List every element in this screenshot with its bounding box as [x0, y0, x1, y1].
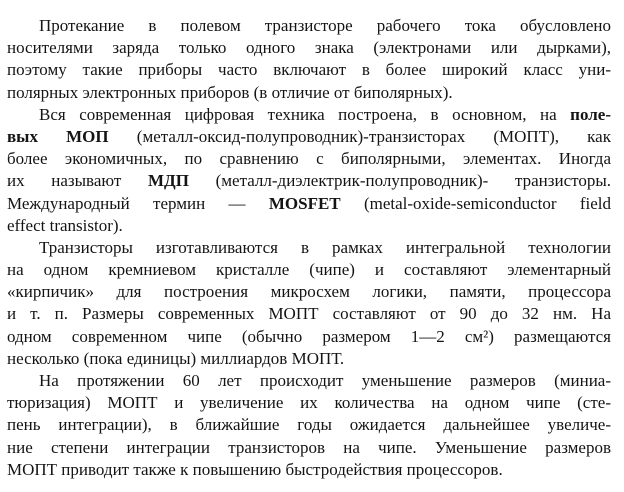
text-line [7, 303, 611, 325]
text-run: effect transistor). [7, 215, 123, 235]
paragraph [7, 104, 611, 237]
text-line [7, 59, 611, 81]
text-run: их называют [7, 171, 148, 191]
text-line [7, 82, 611, 104]
text-run: «кирпичик» для построения микросхем логики, памяти, процессора [7, 282, 611, 302]
text-run: (metal-oxide-semiconductor field [340, 193, 611, 213]
document-text [7, 15, 611, 481]
text-run: Международный термин — [7, 193, 269, 213]
text-run: на одном кремниевом кристалле (чипе) и составляют элементарный [7, 260, 611, 280]
text-line [7, 170, 611, 192]
text-run: Транзисторы изготавливаются в рамках интегральной технологии [39, 237, 611, 257]
text-run: и т. п. Размеры современных МОПТ составляют от 90 до 32 нм. На [7, 304, 611, 324]
bold-term: поле- [570, 104, 611, 124]
text-line [7, 237, 611, 259]
text-line [7, 459, 611, 481]
bold-term: МДП [147, 171, 189, 191]
text-run: (металл-диэлектрик-полупроводник)- транзисторы. [188, 171, 611, 191]
text-line [7, 370, 611, 392]
paragraph [7, 237, 611, 370]
text-run: пень интеграции), в ближайшие годы ожидается дальнейшее увеличе- [7, 415, 611, 435]
text-line [7, 437, 611, 459]
text-line [7, 15, 611, 37]
text-run: ние степени интеграции транзисторов на чипе. Уменьшение размеров [7, 437, 611, 457]
text-run: полярных электронных приборов (в отличие от биполярных). [7, 82, 453, 102]
text-line [7, 37, 611, 59]
text-run: На протяжении 60 лет происходит уменьшение размеров (миниа- [39, 371, 611, 390]
text-run: носителями заряда только одного знака (электронами или дырками), [7, 38, 611, 58]
text-run: поэтому такие приборы часто включают в более широкий класс уни- [7, 60, 611, 80]
text-line [7, 414, 611, 436]
text-run: тюризация) МОПТ и увеличение их количества на одном чипе (сте- [7, 393, 611, 413]
text-line [7, 148, 611, 170]
text-run: МОПТ приводит также к повышению быстродействия процессоров. [7, 459, 503, 479]
text-line [7, 348, 611, 370]
text-line [7, 104, 611, 126]
text-line [7, 259, 611, 281]
paragraph [7, 15, 611, 104]
text-run: одном современном чипе (обычно размером 1—2 см²) размещаются [7, 326, 611, 346]
text-run: (металл-оксид-полупроводник)-транзисторах (МОПТ), как [108, 126, 611, 146]
bold-term: MOSFET [268, 193, 341, 213]
text-run: более экономичных, по сравнению с биполярными, элементах. Иногда [7, 149, 611, 169]
bold-term: вых МОП [7, 126, 109, 146]
text-line [7, 126, 611, 148]
text-run: Протекание в полевом транзисторе рабочего тока обусловлено [39, 16, 611, 35]
text-run: несколько (пока единицы) миллиардов МОПТ. [7, 348, 345, 368]
text-line [7, 193, 611, 215]
text-line [7, 326, 611, 348]
paragraph [7, 370, 611, 481]
text-line [7, 392, 611, 414]
text-line [7, 281, 611, 303]
text-run: Вся современная цифровая техника построена, в основном, на [39, 104, 571, 124]
text-line [7, 215, 611, 237]
